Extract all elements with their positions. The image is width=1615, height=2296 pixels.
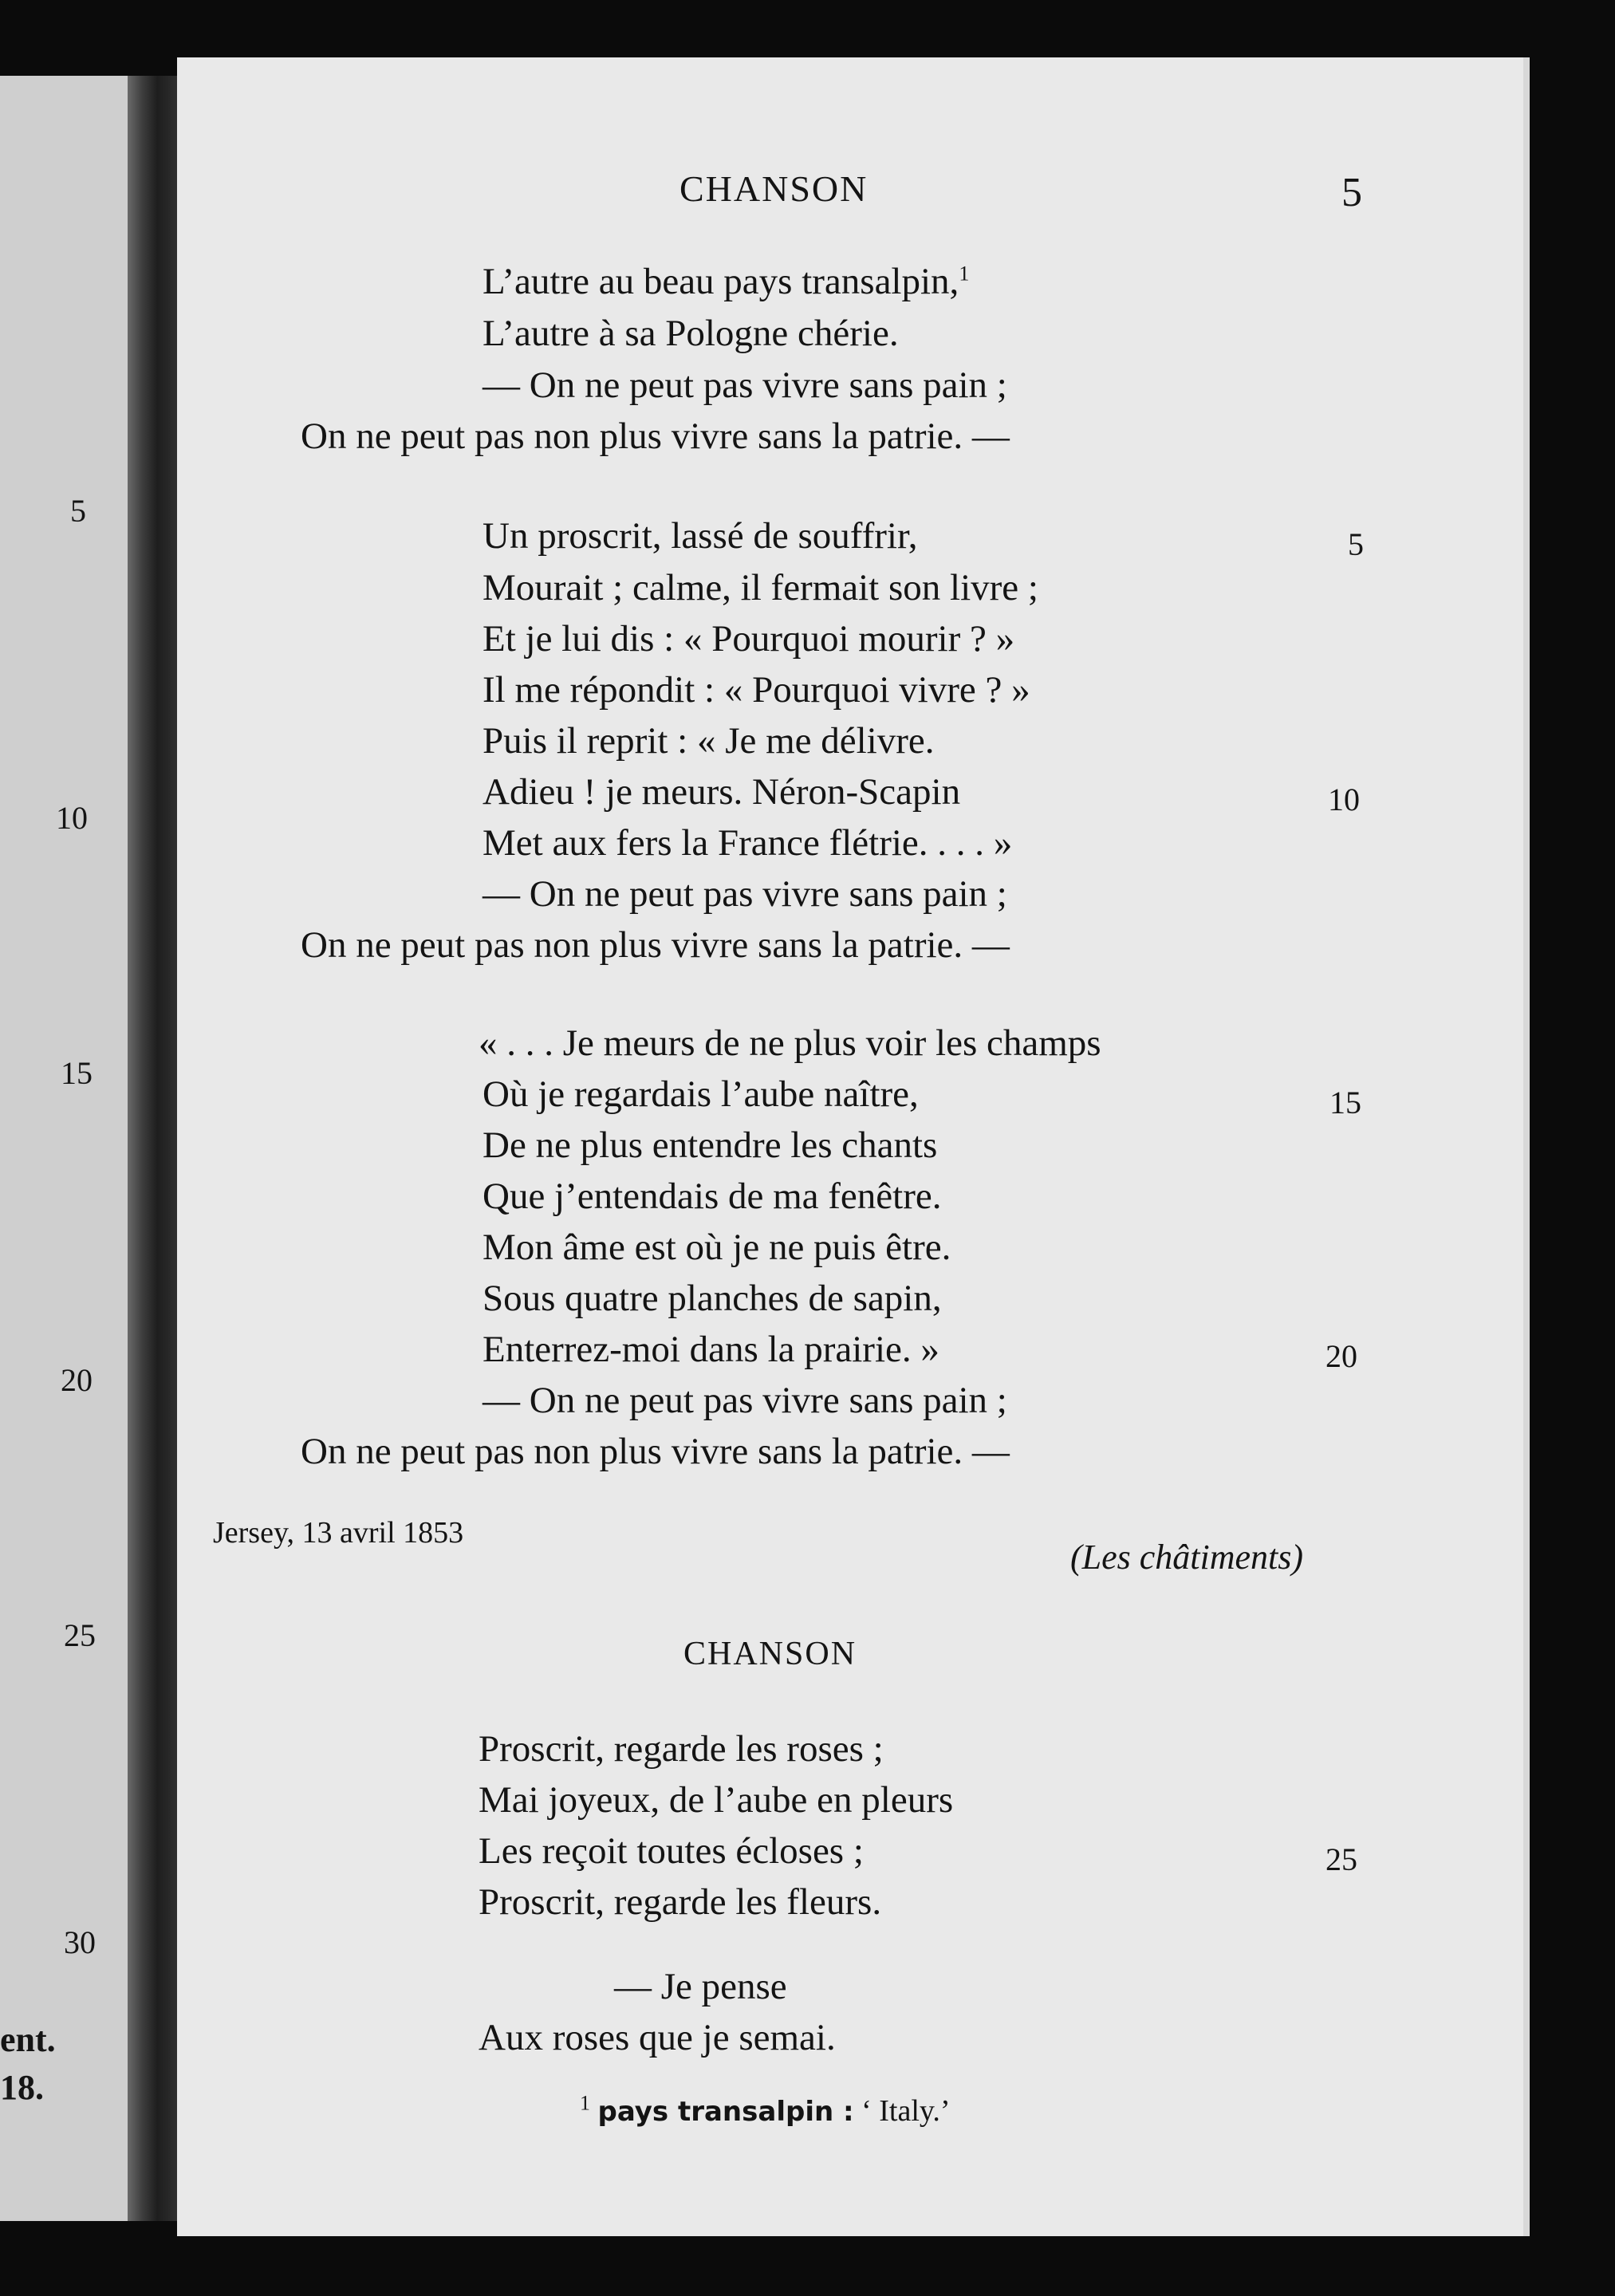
verse-line: Adieu ! je meurs. Néron-Scapin — [483, 771, 961, 813]
verse-line: — On ne peut pas vivre sans pain ; — [483, 873, 1007, 915]
verse-line: Les reçoit toutes écloses ; — [479, 1830, 864, 1872]
poem-source: (Les châtiments) — [1070, 1538, 1304, 1577]
verse-line: Met aux fers la France flétrie. . . . » — [483, 822, 1013, 864]
facing-line-number: 30 — [64, 1924, 96, 1960]
verse-line: L’autre à sa Pologne chérie. — [483, 313, 899, 354]
verse-line: — On ne peut pas vivre sans pain ; — [483, 364, 1007, 406]
facing-line-number: 20 — [61, 1362, 93, 1398]
verse-line: Où je regardais l’aube naître, — [483, 1073, 919, 1115]
line-number: 10 — [1328, 782, 1360, 817]
facing-line-number: 25 — [64, 1617, 96, 1653]
verse-line: — Je pense — [614, 1966, 787, 2007]
verse-line: Il me répondit : « Pourquoi vivre ? » — [483, 669, 1030, 711]
verse-line: Puis il reprit : « Je me délivre. — [483, 720, 935, 762]
facing-page-margin — [0, 76, 128, 2221]
footnote-term: pays transalpin : — [597, 2096, 854, 2128]
book-spine — [128, 76, 177, 2221]
verse-line: Un proscrit, lassé de souffrir, — [483, 515, 918, 557]
verse-line: Enterrez-moi dans la prairie. » — [483, 1329, 939, 1370]
line-number: 5 — [1348, 526, 1364, 562]
page-number: 5 — [1341, 170, 1364, 215]
footnote-gloss: ‘ Italy.’ — [861, 2094, 951, 2128]
running-header: CHANSON — [679, 168, 869, 209]
facing-page — [0, 76, 128, 2221]
verse-line: — On ne peut pas vivre sans pain ; — [483, 1380, 1007, 1421]
footnote-marker: 1 — [580, 2091, 590, 2115]
facing-line-number: 10 — [56, 800, 88, 836]
verse-line: Proscrit, regarde les fleurs. — [479, 1881, 882, 1923]
facing-text-fragment: ent. — [0, 2020, 56, 2059]
footnote-marker: 1 — [959, 262, 970, 286]
footnote — [580, 2093, 951, 2129]
verse-line: Aux roses que je semai. — [479, 2017, 836, 2058]
poem-title: CHANSON — [683, 1636, 857, 1672]
verse-refrain: On ne peut pas non plus vivre sans la patrie. — — [301, 1431, 1010, 1472]
line-number: 20 — [1325, 1338, 1357, 1374]
facing-line-number: 5 — [70, 493, 86, 529]
line-number: 15 — [1329, 1085, 1361, 1120]
verse-refrain: On ne peut pas non plus vivre sans la patrie. — — [301, 924, 1010, 966]
verse-line: L’autre au beau pays transalpin,$^1$ — [483, 261, 970, 302]
verse-line: Mon âme est où je ne puis être. — [483, 1227, 951, 1268]
book-page — [177, 57, 1530, 2236]
verse-line: Sous quatre planches de sapin, — [483, 1278, 942, 1319]
line-number: 25 — [1325, 1841, 1357, 1877]
verse-line: « . . . Je meurs de ne plus voir les champs — [479, 1022, 1101, 1064]
facing-line-number: 15 — [61, 1055, 93, 1091]
verse-refrain: On ne peut pas non plus vivre sans la patrie. — — [301, 415, 1010, 457]
verse-line: Que j’entendais de ma fenêtre. — [483, 1176, 942, 1217]
verse-line: Mai joyeux, de l’aube en pleurs — [479, 1779, 954, 1821]
verse-line: Et je lui dis : « Pourquoi mourir ? » — [483, 618, 1015, 660]
verse-line: De ne plus entendre les chants — [483, 1124, 938, 1166]
poem-date: Jersey, 13 avril 1853 — [213, 1516, 464, 1550]
verse-line: Proscrit, regarde les roses ; — [479, 1728, 884, 1770]
verse-line: Mourait ; calme, il fermait son livre ; — [483, 567, 1038, 608]
facing-text-fragment: 18. — [0, 2068, 44, 2107]
